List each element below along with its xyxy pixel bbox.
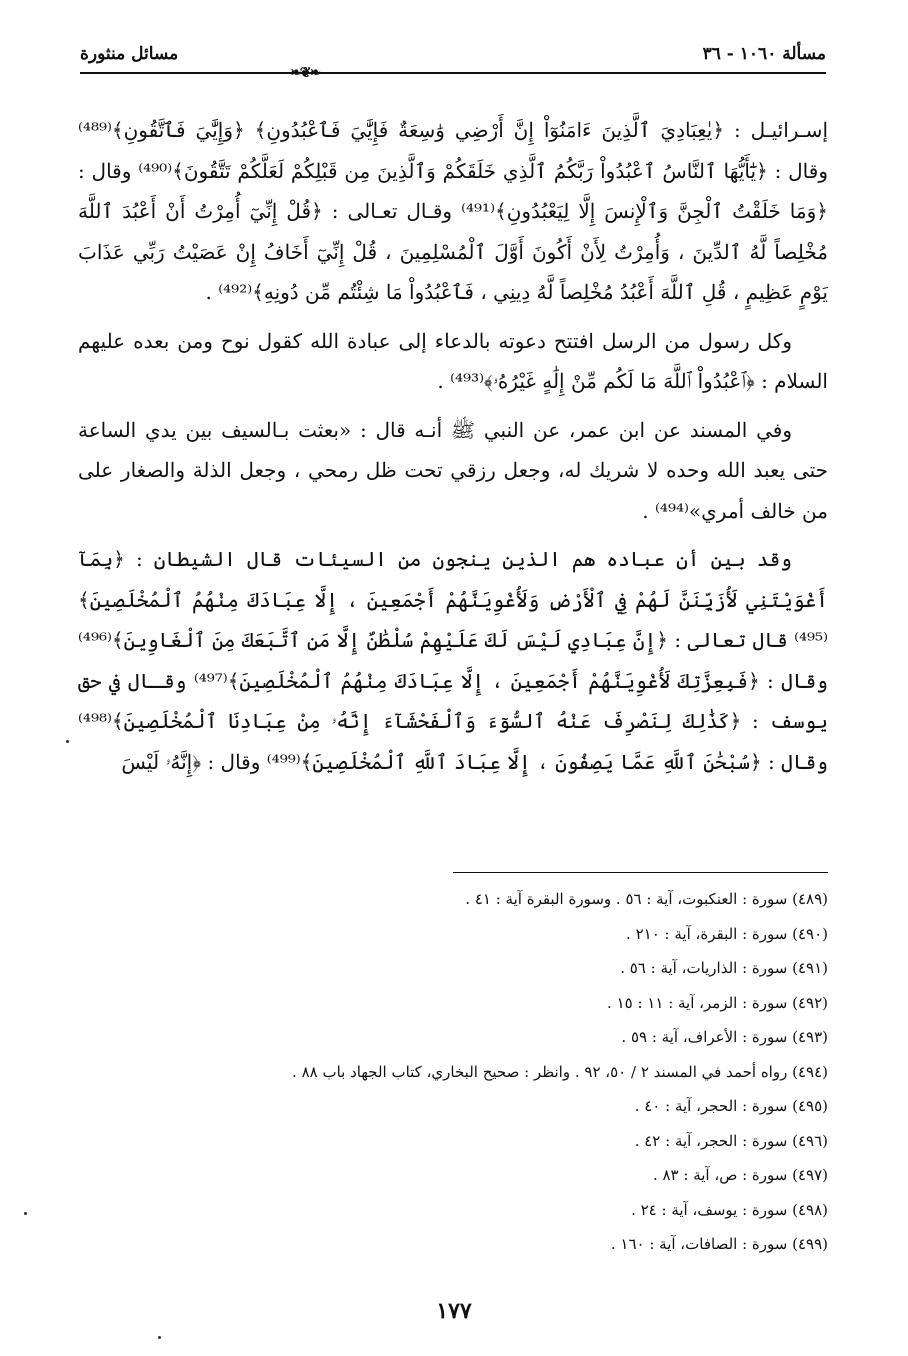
footnote-489: (٤٨٩) سورة : العنكبوت، آية : ٥٦ . وسورة البقرة آية : ٤١ . xyxy=(465,890,828,908)
scan-speck xyxy=(24,1212,27,1215)
footnote-495: (٤٩٥) سورة : الحجر، آية : ٤٠ . xyxy=(634,1097,828,1115)
header-rule xyxy=(80,72,826,74)
footnote-494: (٤٩٤) رواه أحمد في المسند ٢ / ٥٠، ٩٢ . وانظر : صحيح البخاري، كتاب الجهاد باب ٨٨ . xyxy=(292,1062,828,1081)
header-issue-number: مسألة ١٠٦٠ - ٣٦ xyxy=(702,44,826,64)
footnote-492: (٤٩٢) سورة : الزمر، آية : ١١ : ١٥ . xyxy=(607,993,828,1012)
footnote-496: (٤٩٦) سورة : الحجر، آية : ٤٢ . xyxy=(634,1131,828,1150)
footnote-493: (٤٩٣) سورة : الأعراف، آية : ٥٩ . xyxy=(621,1028,828,1046)
paragraph-1: إسـرائيـل : ﴿يٰعِبَادِيَ ٱلَّذِينَ ءَامَنُوٓاْ إِنَّ أَرْضِي وَٰسِعَةٌ فَإِيَّٰيَ فَٱعْبُدُونِ﴾ ﴿وَإِيَّٰيَ فَٱتَّقُونِ﴾⁽⁴⁸⁹⁾ وقال : ﴿يَٰٓأَيُّهَا ٱلنَّاسُ ٱعْبُدُواْ رَبَّكُمُ ٱلَّذِي خَلَقَكُمْ وَٱلَّذِينَ مِن قَبْلِكُمْ لَعَلَّكُمْ تَتَّقُونَ﴾⁽⁴⁹⁰⁾ وقال : ﴿وَمَا خَلَقْتُ ٱلْجِنَّ وَٱلْإِنسَ إِلَّا لِيَعْبُدُونِ﴾⁽⁴⁹¹⁾ وقـال تعـالى : ﴿قُلْ إِنِّيٓ أُمِرْتُ أَنْ أَعْبُدَ ٱللَّهَ مُخْلِصاً لَّهُ ٱلدِّينَ ، وَأُمِرْتُ لِأَنْ أَكُونَ أَوَّلَ ٱلْمُسْلِمِينَ ، قُلْ إِنِّيٓ أَخَافُ إِنْ عَصَيْتُ رَبِّي عَذَابَ يَوْمٍ عَظِيمٍ ، قُلِ ٱللَّهَ أَعْبُدُ مُخْلِصاً لَّهُ دِينِي ، فَٱعْبُدُواْ مَا شِئْتُم مِّن دُونِهِ﴾⁽⁴⁹²⁾ . xyxy=(78,118,828,304)
running-header xyxy=(80,40,826,81)
footnote-499: (٤٩٩) سورة : الصافات، آية : ١٦٠ . xyxy=(610,1235,828,1253)
main-text xyxy=(78,110,828,790)
paragraph-2: وكل رسول من الرسل افتتح دعوته بالدعاء إلى عبادة الله كقول نوح ومن بعده عليهم السلام : ﴿ٱعْبُدُواْ ٱللَّهَ مَا لَكُم مِّنْ إِلَٰهٍ غَيْرُهُۥ﴾⁽⁴⁹³⁾ . xyxy=(78,328,828,393)
paragraph-3: وفي المسند عن ابن عمر، عن النبي ﷺ أنـه قال : «بعثت بـالسيف بين يدي الساعة حتى يعبد الله وحده لا شريك له، وجعل رزقي تحت ظل رمحي ، وجعل الذلة والصغار على من خالف أمري»⁽⁴⁹⁴⁾ . xyxy=(78,417,828,523)
footnote-491: (٤٩١) سورة : الذاريات، آية : ٥٦ . xyxy=(620,959,828,977)
footnote-498: (٤٩٨) سورة : يوسف، آية : ٢٤ . xyxy=(631,1200,828,1219)
scan-speck xyxy=(66,740,69,743)
footnotes xyxy=(78,882,828,1262)
header-ornament-icon: ❧❦❧ xyxy=(290,65,320,81)
page-number: ١٧٧ xyxy=(436,1298,472,1324)
header-book-title: مسائل منثورة xyxy=(80,44,179,64)
footnote-490: (٤٩٠) سورة : البقرة، آية : ٢١٠ . xyxy=(626,924,828,943)
scan-speck xyxy=(158,1336,161,1339)
paragraph-4: وقد بين أن عباده هم الذين ينجون من السيئات قال الشيطان : ﴿بِمَآ أَغْوَيْتَنِي لَأُزَيِّنَنَّ لَهُمْ فِي ٱلْأَرْضِ وَلَأُغْوِيَنَّهُمْ أَجْمَعِينَ ، إِلَّا عِبَادَكَ مِنْهُمُ ٱلْمُخْلَصِينَ﴾⁽⁴⁹⁵⁾ قال تعالى : ﴿إِنَّ عِبَادِي لَيْسَ لَكَ عَلَيْهِمْ سُلْطَٰنٌ إِلَّا مَنِ ٱتَّبَعَكَ مِنَ ٱلْغَاوِينَ﴾⁽⁴⁹⁶⁾ وقال : ﴿فَبِعِزَّتِكَ لَأُغْوِيَنَّهُمْ أَجْمَعِينَ ، إِلَّا عِبَادَكَ مِنْهُمُ ٱلْمُخْلَصِينَ﴾⁽⁴⁹⁷⁾ وقـال في حق يوسف : ﴿كَذَٰلِكَ لِنَصْرِفَ عَنْهُ ٱلسُّوٓءَ وَٱلْفَحْشَآءَ إِنَّهُۥ مِنْ عِبَادِنَا ٱلْمُخْلَصِينَ﴾⁽⁴⁹⁸⁾ وقال : ﴿سُبْحَٰنَ ٱللَّهِ عَمَّا يَصِفُونَ ، إِلَّا عِبَادَ ٱللَّهِ ٱلْمُخْلَصِينَ﴾⁽⁴⁹⁹⁾ وقال : ﴿إِنَّهُۥ لَيْسَ xyxy=(78,547,828,774)
footnote-separator xyxy=(453,872,828,873)
footnote-497: (٤٩٧) سورة : ص، آية : ٨٣ . xyxy=(652,1166,828,1184)
